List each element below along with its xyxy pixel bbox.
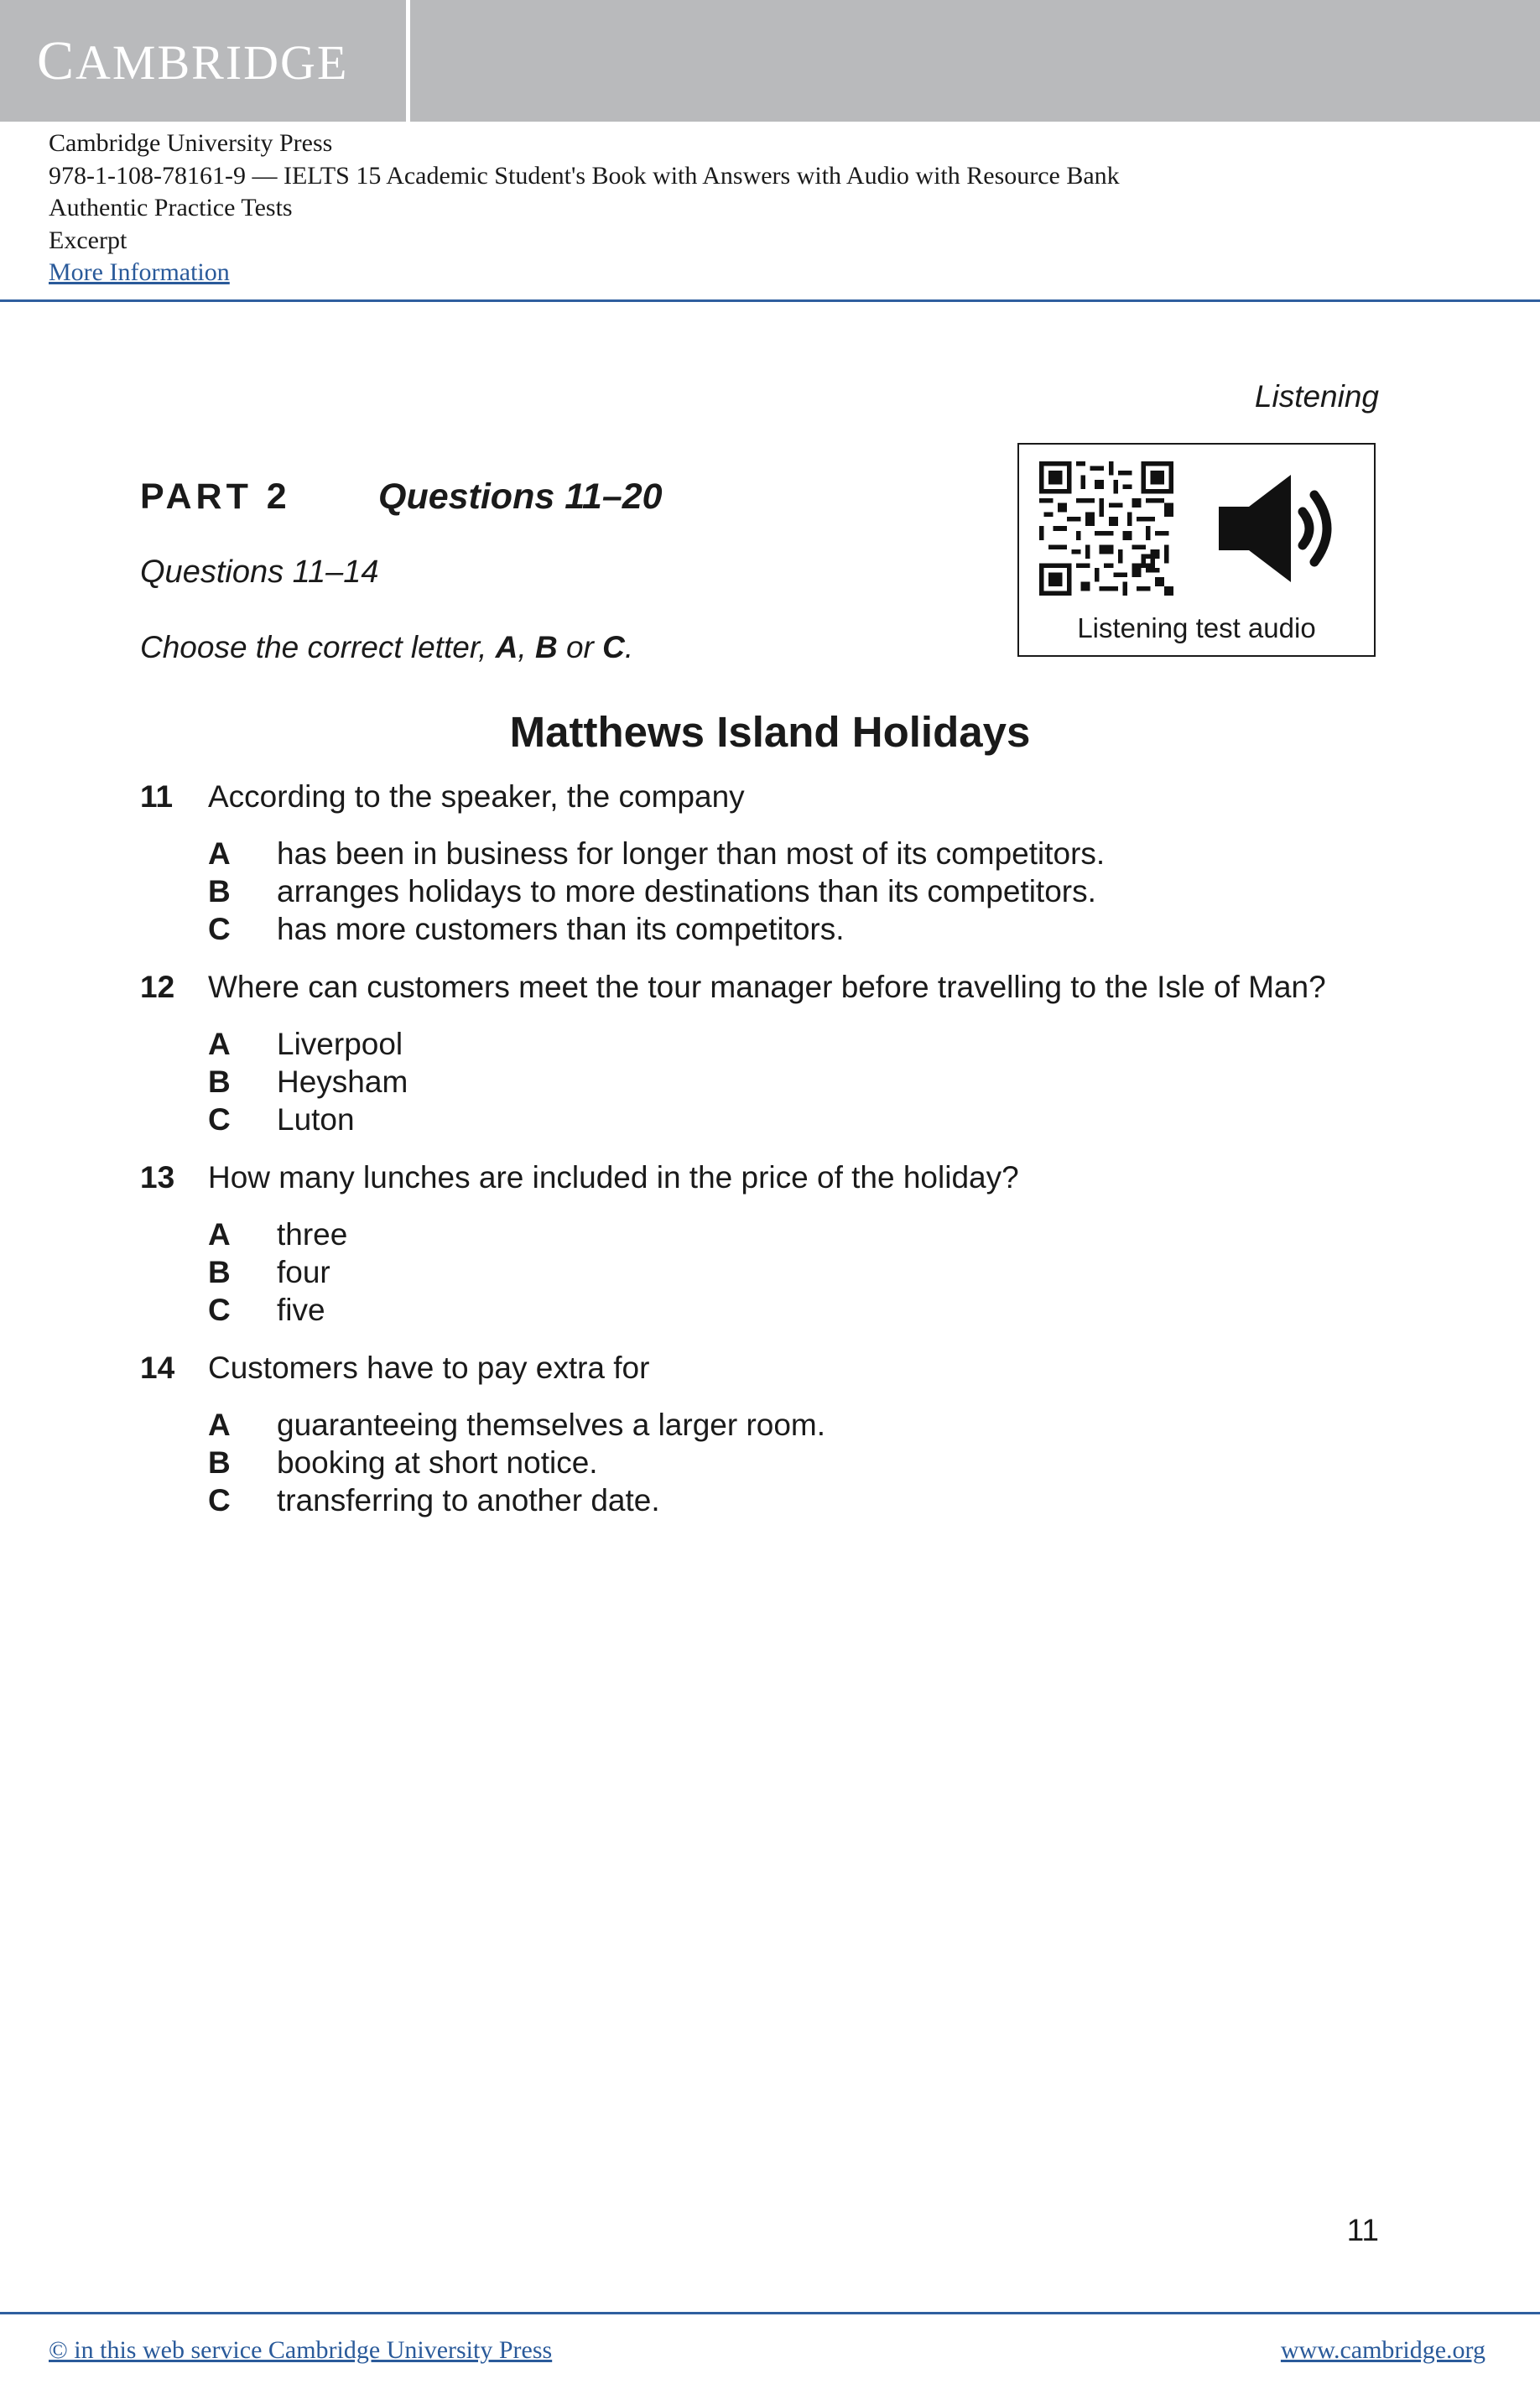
more-information-link[interactable]: More Information <box>49 258 230 286</box>
logo-text: CAMBRIDGE <box>37 30 349 91</box>
option-text: five <box>277 1293 325 1327</box>
option-text: transferring to another date. <box>277 1483 660 1517</box>
instruction-text: Choose the correct letter, A, B or C. <box>140 630 634 664</box>
audio-link-box[interactable] <box>1017 443 1376 657</box>
option-letter: A <box>208 836 231 871</box>
question-text: According to the speaker, the company <box>208 779 745 814</box>
qr-code-icon[interactable] <box>1039 461 1173 596</box>
question-number: 14 <box>140 1351 175 1385</box>
option-letter: C <box>208 1293 231 1327</box>
option-letter: C <box>208 1102 231 1137</box>
option-text: has been in business for longer than most of its competitors. <box>277 836 1106 871</box>
option-letter: B <box>208 874 231 908</box>
option-letter: B <box>208 1255 231 1289</box>
option-letter: B <box>208 1445 231 1480</box>
option-letter: C <box>208 912 231 946</box>
option-text: guaranteeing themselves a larger room. <box>277 1408 826 1442</box>
option-letter: C <box>208 1483 231 1517</box>
question-number: 13 <box>140 1160 175 1195</box>
logo-divider <box>406 0 410 122</box>
website-link[interactable]: www.cambridge.org <box>1280 2336 1485 2364</box>
isbn-title: 978-1-108-78161-9 — IELTS 15 Academic Student's Book with Answers with Audio with Resource Bank <box>49 161 1120 190</box>
speaker-volume-icon <box>1215 470 1341 587</box>
option-letter: A <box>208 1217 231 1252</box>
option-letter: A <box>208 1027 231 1061</box>
page-title: Matthews Island Holidays <box>509 708 1031 756</box>
option-text: booking at short notice. <box>277 1445 598 1480</box>
option-text: Liverpool <box>277 1027 403 1061</box>
publisher-name: Cambridge University Press <box>49 129 333 157</box>
option-text: Luton <box>277 1102 355 1137</box>
series-name: Authentic Practice Tests <box>49 194 293 221</box>
question-text: Customers have to pay extra for <box>208 1351 650 1385</box>
question-number: 12 <box>140 970 175 1004</box>
question-number: 11 <box>140 779 174 814</box>
footer-rule <box>0 2312 1540 2314</box>
publication-info <box>49 128 1120 289</box>
question-text: Where can customers meet the tour manager before travelling to the Isle of Man? <box>208 970 1326 1004</box>
option-letter: B <box>208 1065 231 1099</box>
part-questions-range: Questions 11–20 <box>378 476 663 517</box>
option-text: Heysham <box>277 1065 408 1099</box>
option-text: has more customers than its competitors. <box>277 912 845 946</box>
questions-subheading: Questions 11–14 <box>140 554 379 590</box>
audio-caption: Listening test audio <box>1077 612 1316 643</box>
option-text: arranges holidays to more destinations than its competitors. <box>277 874 1096 908</box>
question-text: How many lunches are included in the price of the holiday? <box>208 1160 1019 1195</box>
cambridge-logo[interactable] <box>0 0 406 122</box>
copyright-link[interactable]: © in this web service Cambridge University Press <box>49 2336 553 2364</box>
excerpt-label: Excerpt <box>49 226 127 254</box>
option-text: four <box>277 1255 330 1289</box>
section-label: Listening <box>1254 379 1379 414</box>
option-text: three <box>277 1217 348 1252</box>
page-number: 11 <box>1346 2213 1379 2247</box>
header-band <box>0 0 1540 122</box>
header-rule <box>0 299 1540 302</box>
option-letter: A <box>208 1408 231 1442</box>
part-heading: PART 2 <box>140 476 291 517</box>
